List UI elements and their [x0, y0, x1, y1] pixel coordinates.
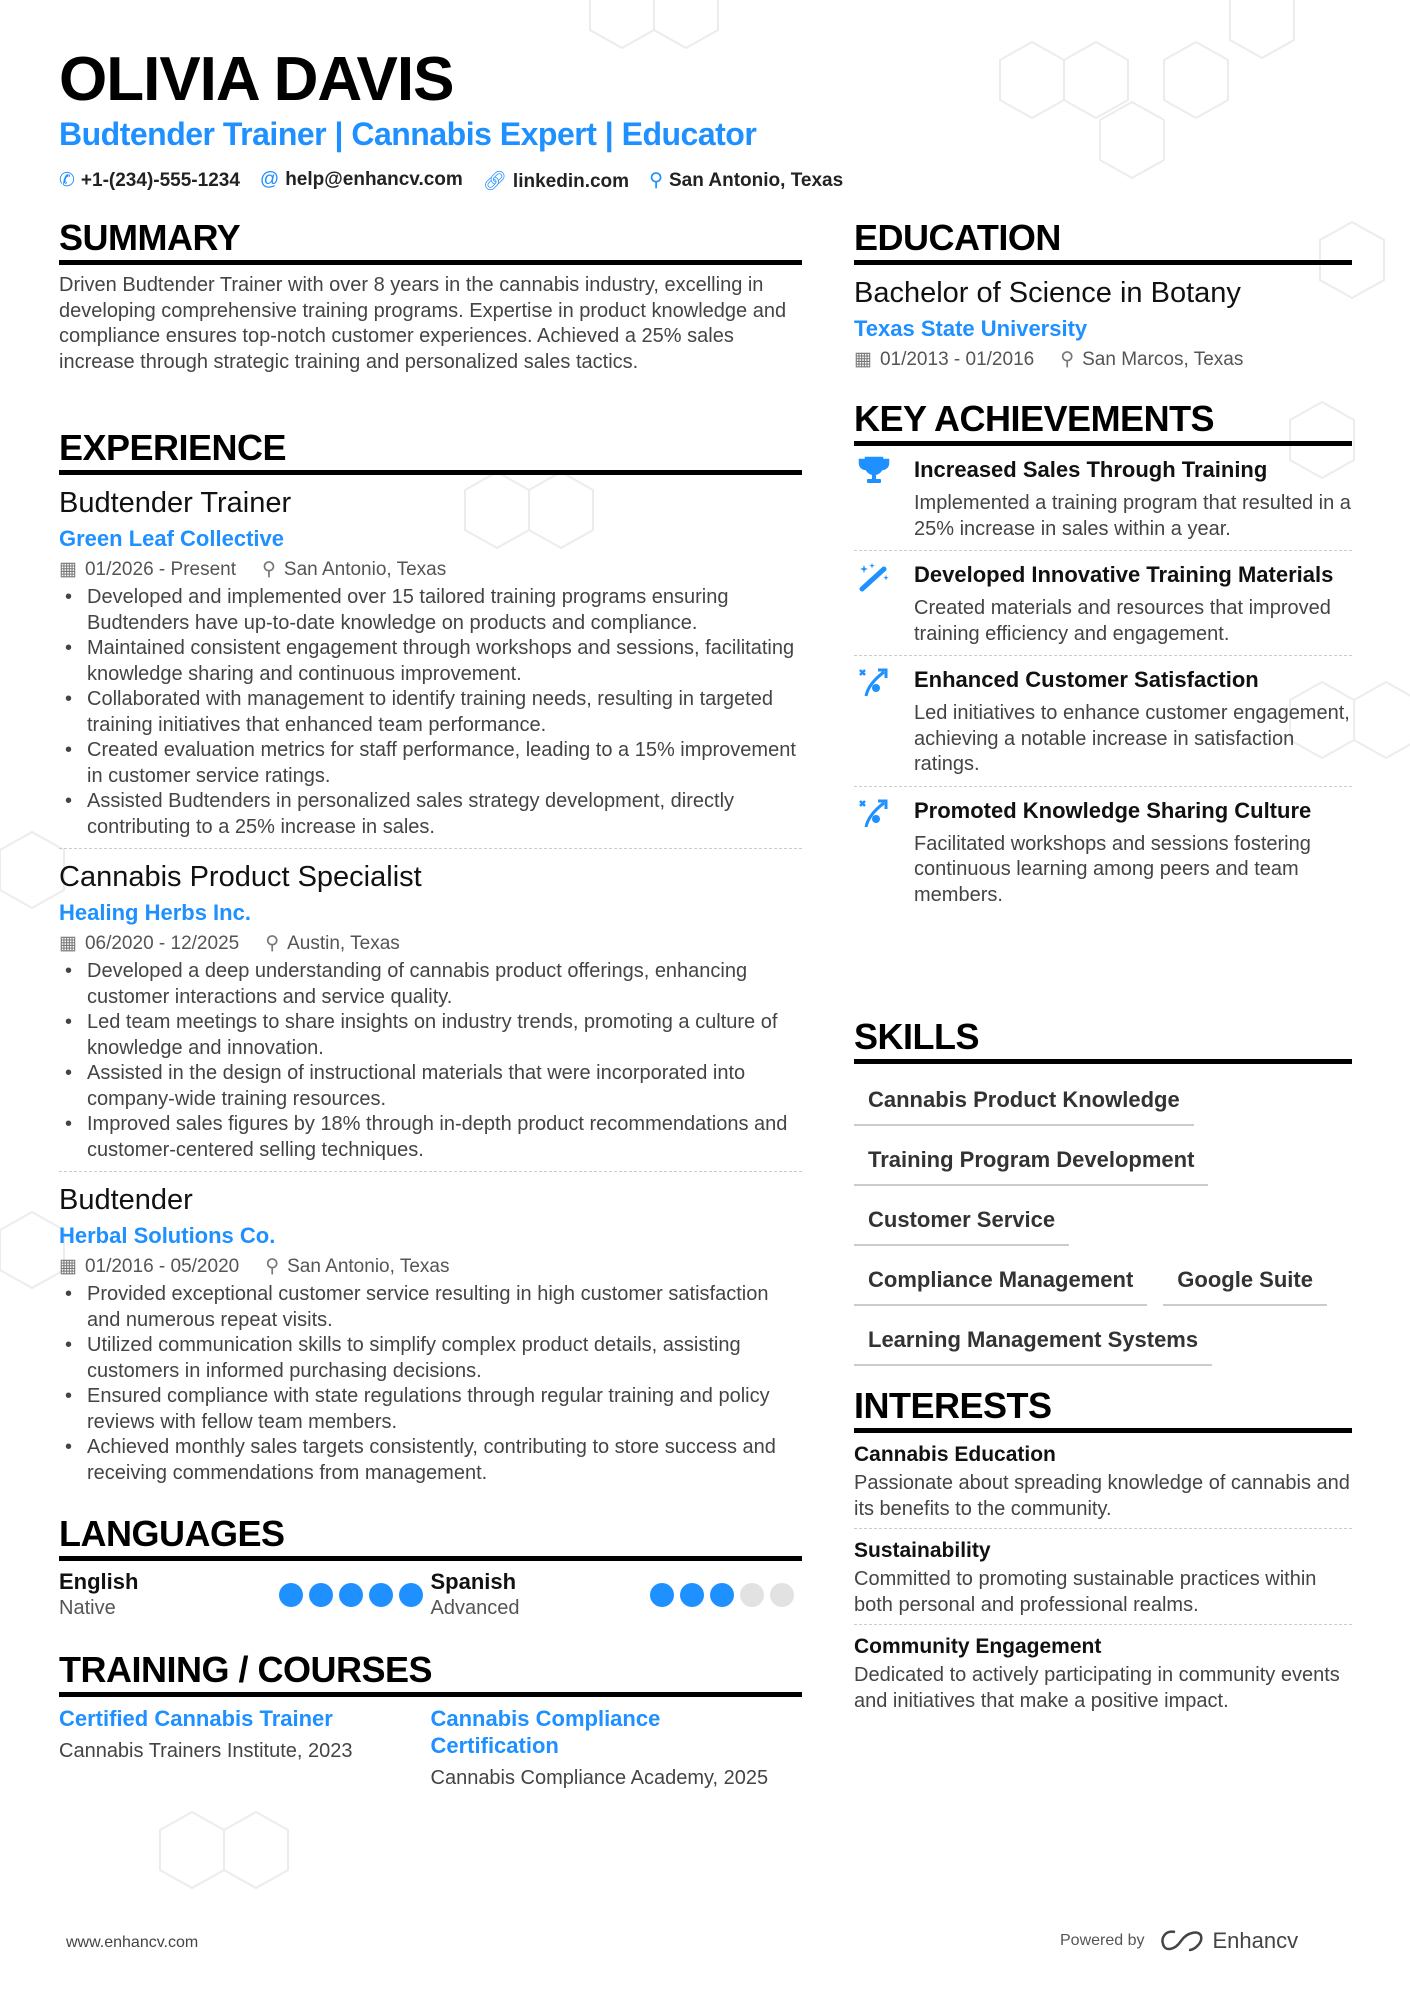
- bullet-item: • Utilized communication skills to simplify complex product details, assisting customers in informed purchasing decisions.: [59, 1333, 802, 1384]
- interests-section: [854, 1386, 1352, 1720]
- location-pin-icon: ⚲: [262, 559, 276, 580]
- job-entry: [59, 859, 802, 1172]
- link-icon: 🔗︎: [482, 171, 507, 192]
- location-pin-icon: ⚲: [265, 933, 280, 954]
- proficiency-dots: [279, 1583, 423, 1607]
- interest-item: [854, 1625, 1352, 1720]
- experience-section: [59, 428, 802, 1494]
- achievement-desc: Facilitated workshops and sessions fostering continuous learning among peers and team members.: [914, 832, 1311, 906]
- language-item: [431, 1569, 803, 1621]
- magic-wand-icon: [854, 561, 914, 647]
- bullet-item: • Developed a deep understanding of cannabis product offerings, enhancing customer interactions and service quality.: [59, 959, 802, 1010]
- bullet-item: • Ensured compliance with state regulations through regular training and policy reviews with fellow team members.: [59, 1384, 802, 1435]
- link-contact[interactable]: [483, 169, 629, 193]
- language-name: Spanish: [430, 1569, 517, 1594]
- dates-text: 01/2016 - 05/2020: [84, 1256, 240, 1277]
- achievement-desc: Implemented a training program that resulted in a 25% increase in sales within a year.: [914, 492, 1351, 540]
- skills-section: [854, 1017, 1352, 1374]
- candidate-title: Budtender Trainer | Cannabis Expert | Educator: [59, 116, 757, 152]
- education-dates: [854, 347, 1034, 373]
- proficiency-dot: [740, 1583, 764, 1607]
- job-title: Budtender Trainer: [59, 487, 292, 519]
- bullet-item: • Collaborated with management to identify training needs, resulting in targeted training initiatives that enhanced team performance.: [59, 687, 802, 738]
- brand-name: Enhancv: [1212, 1928, 1299, 1953]
- skill-tag: Training Program Development: [854, 1134, 1208, 1186]
- achievement-title: Promoted Knowledge Sharing Culture: [914, 797, 1312, 823]
- summary-section: [59, 218, 802, 375]
- language-name: English: [59, 1569, 139, 1594]
- achievement-desc: Led initiatives to enhance customer engagement, achieving a notable increase in satisfaction ratings.: [914, 702, 1350, 775]
- location-text: San Marcos, Texas: [1082, 349, 1244, 370]
- skill-tag: Learning Management Systems: [854, 1314, 1212, 1366]
- course-title: Cannabis Compliance Certification: [430, 1706, 661, 1758]
- course-detail: Cannabis Trainers Institute, 2023: [59, 1740, 353, 1762]
- interest-desc: Passionate about spreading knowledge of cannabis and its benefits to the community.: [854, 1472, 1350, 1520]
- proficiency-dot: [710, 1583, 734, 1607]
- education-section: [854, 218, 1352, 373]
- location-pin-icon: ⚲: [265, 1256, 280, 1277]
- proficiency-dot: [680, 1583, 704, 1607]
- bullet-item: • Assisted in the design of instructional materials that were incorporated into company-wide training resources.: [59, 1061, 802, 1112]
- achievement-title: Increased Sales Through Training: [914, 457, 1268, 482]
- section-heading: LANGUAGES: [59, 1514, 802, 1561]
- bullet-item: • Assisted Budtenders in personalized sales strategy development, directly contributing to a 25% increase in sales.: [59, 789, 802, 840]
- location-text: San Antonio, Texas: [668, 170, 844, 191]
- section-heading: TRAINING / COURSES: [59, 1650, 802, 1697]
- section-heading: SKILLS: [854, 1017, 1352, 1064]
- candidate-name: OLIVIA DAVIS: [59, 45, 454, 114]
- section-heading: EDUCATION: [854, 218, 1352, 265]
- proficiency-dots: [650, 1583, 794, 1607]
- language-level: Advanced: [430, 1597, 520, 1619]
- proficiency-dot: [369, 1583, 393, 1607]
- skill-tag: Customer Service: [854, 1194, 1069, 1246]
- interest-desc: Committed to promoting sustainable practices within both personal and professional realms.: [854, 1568, 1317, 1616]
- training-section: [59, 1650, 802, 1791]
- job-meta: [59, 931, 802, 957]
- company-name: Herbal Solutions Co.: [59, 1223, 276, 1248]
- bullet-item: • Improved sales figures by 18% through in-depth product recommendations and customer-centered selling techniques.: [59, 1112, 802, 1163]
- achievement-item: [854, 551, 1352, 656]
- job-bullets: [59, 959, 802, 1163]
- proficiency-dot: [650, 1583, 674, 1607]
- enhancv-logo-icon: [1159, 1928, 1205, 1954]
- achievement-title: Developed Innovative Training Materials: [914, 562, 1334, 587]
- skill-tag: Cannabis Product Knowledge: [854, 1074, 1194, 1126]
- calendar-icon: ▦: [59, 1256, 77, 1277]
- proficiency-dot: [309, 1583, 333, 1607]
- strategy-icon: [854, 797, 914, 909]
- interest-title: Community Engagement: [854, 1635, 1102, 1658]
- job-bullets: [59, 585, 802, 840]
- bullet-item: • Created evaluation metrics for staff performance, leading to a 15% improvement in customer service ratings.: [59, 738, 802, 789]
- link-text: linkedin.com: [512, 171, 630, 192]
- location-pin-icon: ⚲: [649, 170, 663, 191]
- email-text: help@enhancv.com: [285, 169, 463, 190]
- education-location: [1060, 347, 1243, 373]
- phone-icon: ✆: [59, 170, 75, 191]
- proficiency-dot: [770, 1583, 794, 1607]
- company-name: Healing Herbs Inc.: [59, 900, 251, 925]
- location-text: San Antonio, Texas: [287, 1256, 450, 1277]
- proficiency-dot: [279, 1583, 303, 1607]
- job-location: [265, 931, 400, 957]
- location-pin-icon: ⚲: [1060, 349, 1075, 370]
- calendar-icon: ▦: [854, 349, 872, 370]
- location-text: San Antonio, Texas: [283, 559, 447, 580]
- company-name: Green Leaf Collective: [59, 526, 284, 551]
- proficiency-dot: [339, 1583, 363, 1607]
- interest-title: Cannabis Education: [854, 1443, 1056, 1466]
- achievement-item: [854, 656, 1352, 787]
- trophy-icon: [854, 456, 914, 542]
- section-heading: KEY ACHIEVEMENTS: [854, 399, 1352, 446]
- job-entry: [59, 485, 802, 849]
- section-heading: INTERESTS: [854, 1386, 1352, 1433]
- email-contact[interactable]: [260, 169, 463, 193]
- achievement-item: [854, 446, 1352, 551]
- course-item: [431, 1705, 803, 1791]
- calendar-icon: ▦: [59, 933, 77, 954]
- at-icon: @: [259, 169, 280, 190]
- footer-url[interactable]: www.enhancv.com: [66, 1934, 199, 1951]
- enhancv-logo[interactable]: [1159, 1928, 1299, 1954]
- job-dates: [59, 1254, 239, 1280]
- skill-tag: Compliance Management: [854, 1254, 1147, 1306]
- location-contact: [649, 169, 843, 193]
- interest-title: Sustainability: [854, 1539, 991, 1562]
- bullet-item: • Achieved monthly sales targets consistently, contributing to store success and receiving commendations from management.: [59, 1435, 802, 1486]
- achievement-item: [854, 787, 1352, 917]
- bullet-item: • Developed and implemented over 15 tailored training programs ensuring Budtenders have up-to-date knowledge on products and compliance.: [59, 585, 802, 636]
- degree: Bachelor of Science in Botany: [854, 277, 1241, 309]
- language-level: Native: [59, 1597, 116, 1619]
- bullet-item: • Maintained consistent engagement through workshops and sessions, facilitating knowledge sharing and continuous improvement.: [59, 636, 802, 687]
- achievements-section: [854, 399, 1352, 916]
- languages-section: [59, 1514, 802, 1621]
- footer-branding: [1060, 1928, 1298, 1954]
- job-meta: [59, 1254, 802, 1280]
- language-item: [59, 1569, 431, 1621]
- job-title: Cannabis Product Specialist: [59, 861, 422, 893]
- dates-text: 01/2013 - 01/2016: [879, 349, 1035, 370]
- strategy-icon: [854, 666, 914, 778]
- job-title: Budtender: [59, 1184, 193, 1216]
- course-detail: Cannabis Compliance Academy, 2025: [430, 1767, 769, 1789]
- bullet-item: • Led team meetings to share insights on industry trends, promoting a culture of knowledge and innovation.: [59, 1010, 802, 1061]
- achievement-desc: Created materials and resources that improved training efficiency and engagement.: [914, 597, 1331, 645]
- summary-text: Driven Budtender Trainer with over 8 years in the cannabis industry, excelling in developing comprehensive training programs. Expertise in product knowledge and compliance ensures top-notch customer experiences. Achieved a 25% sales increase through strategic training and personalized sales tactics.: [59, 274, 787, 373]
- contact-bar: [59, 169, 843, 193]
- interest-item: [854, 1433, 1352, 1529]
- section-heading: SUMMARY: [59, 218, 802, 265]
- powered-by-text: Powered by: [1060, 1932, 1145, 1949]
- proficiency-dot: [399, 1583, 423, 1607]
- job-meta: [59, 557, 802, 583]
- dates-text: 01/2026 - Present: [84, 559, 236, 580]
- job-dates: [59, 557, 236, 583]
- dates-text: 06/2020 - 12/2025: [84, 933, 240, 954]
- interest-item: [854, 1529, 1352, 1625]
- job-entry: [59, 1182, 802, 1494]
- course-title: Certified Cannabis Trainer: [59, 1706, 333, 1731]
- achievement-title: Enhanced Customer Satisfaction: [914, 667, 1259, 692]
- interest-desc: Dedicated to actively participating in community events and initiatives that make a positive impact.: [854, 1664, 1340, 1712]
- job-location: [262, 557, 446, 583]
- section-heading: EXPERIENCE: [59, 428, 802, 475]
- skill-tag: Google Suite: [1163, 1254, 1327, 1306]
- school: Texas State University: [854, 316, 1088, 341]
- phone-contact[interactable]: [59, 169, 240, 193]
- job-bullets: [59, 1282, 802, 1486]
- bullet-item: • Provided exceptional customer service resulting in high customer satisfaction and numerous repeat visits.: [59, 1282, 802, 1333]
- course-item: [59, 1705, 431, 1791]
- job-location: [265, 1254, 449, 1280]
- phone-text: +1-(234)-555-1234: [80, 170, 240, 191]
- location-text: Austin, Texas: [287, 933, 400, 954]
- calendar-icon: ▦: [59, 559, 77, 580]
- job-dates: [59, 931, 239, 957]
